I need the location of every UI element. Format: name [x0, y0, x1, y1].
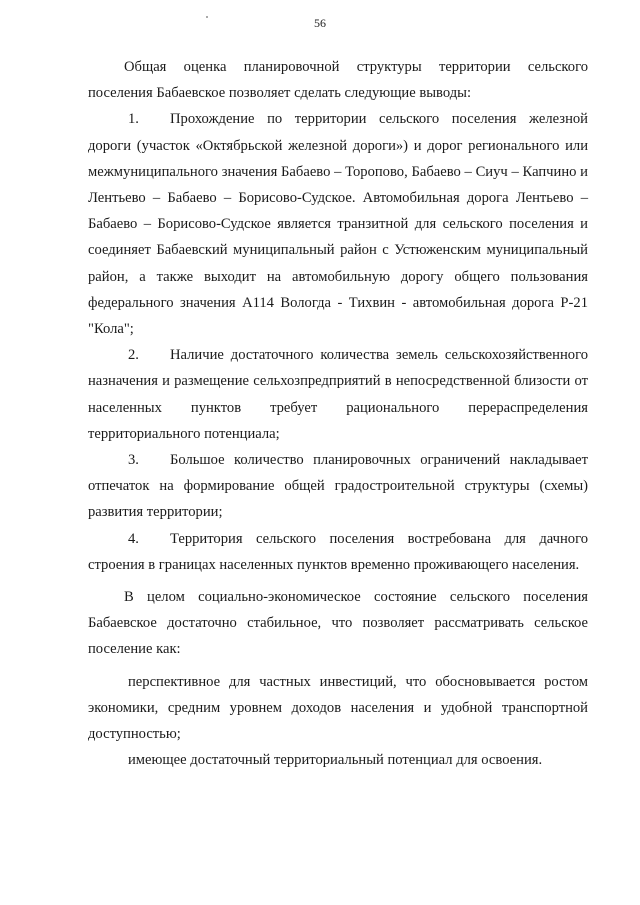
list-item-text: Большое количество планировочных ограничений накладывает отпечаток на формирование общей градостроительной структуры (схемы) развития территории; [88, 452, 588, 521]
list-item-number: 2. [128, 347, 139, 364]
conclusion-point-1: перспективное для частных инвестиций, что обосновывается ростом экономики, средним уровнем доходов населения и удобной транспортной доступностью; [88, 673, 588, 743]
list-item-text: Наличие достаточного количества земель сельскохозяйственного назначения и размещение сельхозпредприятий в непосредственной близости от населенных пунктов требует рационального перераспределения территориального потенциала; [88, 347, 588, 442]
conclusion-point-2: имеющее достаточный территориальный потенциал для освоения. [128, 752, 543, 769]
list-item-4 [88, 526, 588, 578]
list-item-number: 3. [128, 452, 139, 469]
list-item-number: 1. [128, 111, 139, 128]
summary-paragraph: В целом социально-экономическое состояние сельского поселения Бабаевское достаточно стабильное, что позволяет рассматривать сельское поселение как: [88, 589, 588, 658]
page-number: 56 [314, 16, 326, 30]
document-body [88, 54, 588, 773]
intro-paragraph: Общая оценка планировочной структуры территории сельского поселения Бабаевское позволяет сделать следующие выводы: [88, 59, 588, 102]
list-item-number: 4. [128, 530, 139, 547]
list-item-2 [88, 342, 588, 447]
list-item-1 [88, 106, 588, 342]
list-item-3 [88, 447, 588, 526]
list-item-text: Территория сельского поселения востребована для дачного строения в границах населенных пунктов временно проживающего населения. [88, 530, 588, 573]
list-item-text: Прохождение по территории сельского поселения железной дороги (участок «Октябрьской железной дороги») и дорог регионального или межмуниципального значения Бабаево – Торопово, Бабаево – Сиуч – Капчино и Лентьево – Бабаево – Борисово-Судское. Автомобильная дорога Лентьево – Бабаево – Борисово-Судское является транзитной для сельского поселения и соединяет Бабаевский муниципальный район с Устюженским муниципальный район, а также выходит на автомобильную дорогу общего пользования федерального значения А114 Вологда - Тихвин - автомобильная дорога Р-21 "Кола"; [88, 111, 588, 338]
